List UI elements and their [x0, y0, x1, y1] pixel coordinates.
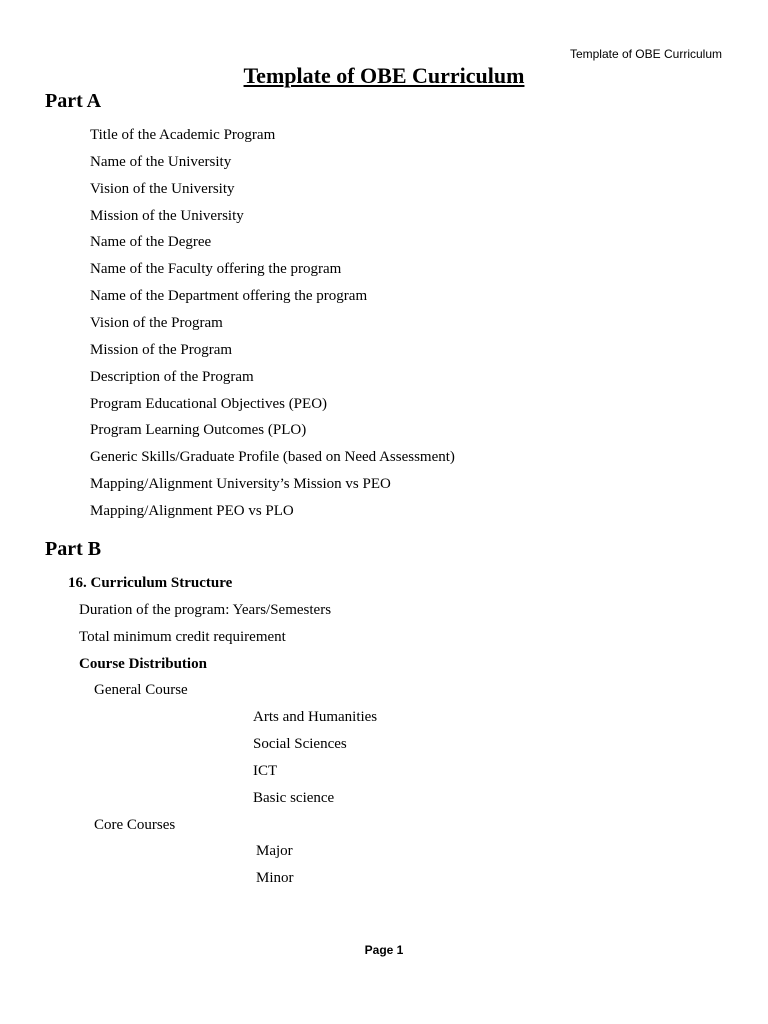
list-item-text: Description of the Program: [90, 368, 254, 385]
list-item-text: Name of the University: [90, 153, 232, 170]
list-item-text: Program Educational Objectives (PEO): [90, 395, 328, 412]
list-item-text: Vision of the Program: [90, 314, 223, 331]
list-item-text: ICT: [253, 763, 278, 779]
curriculum-structure-heading: 16. Curriculum Structure: [68, 575, 233, 591]
list-item-text: Vision of the University: [90, 180, 235, 197]
list-item-text: Minor: [256, 870, 294, 886]
list-item-text: Arts and Humanities: [253, 709, 378, 725]
part-b-heading: Part B: [45, 538, 102, 560]
part-a-heading: Part A: [45, 90, 102, 112]
list-item-text: Name of the Department offering the program: [90, 288, 368, 305]
list-item-text: Basic science: [253, 790, 335, 806]
list-item-text: Program Learning Outcomes (PLO): [90, 422, 307, 439]
list-item-text: Major: [256, 843, 293, 859]
list-item-text: Mapping/Alignment PEO vs PLO: [90, 502, 294, 519]
list-item-text: Mission of the Program: [90, 341, 233, 358]
running-header: Template of OBE Curriculum: [569, 47, 722, 61]
document-title: Template of OBE Curriculum: [243, 63, 525, 88]
list-item-text: Title of the Academic Program: [90, 127, 276, 143]
list-item-text: Social Sciences: [253, 736, 347, 752]
list-item-text: Name of the Degree: [90, 234, 212, 251]
list-item-text: Mapping/Alignment University’s Mission vs PEO: [90, 476, 391, 493]
list-item-text: Name of the Faculty offering the program: [90, 261, 342, 278]
list-item-text: Mission of the University: [90, 207, 244, 224]
list-item-text: Generic Skills/Graduate Profile (based on Need Assessment): [90, 449, 455, 466]
page-number: Page 1: [364, 943, 404, 957]
